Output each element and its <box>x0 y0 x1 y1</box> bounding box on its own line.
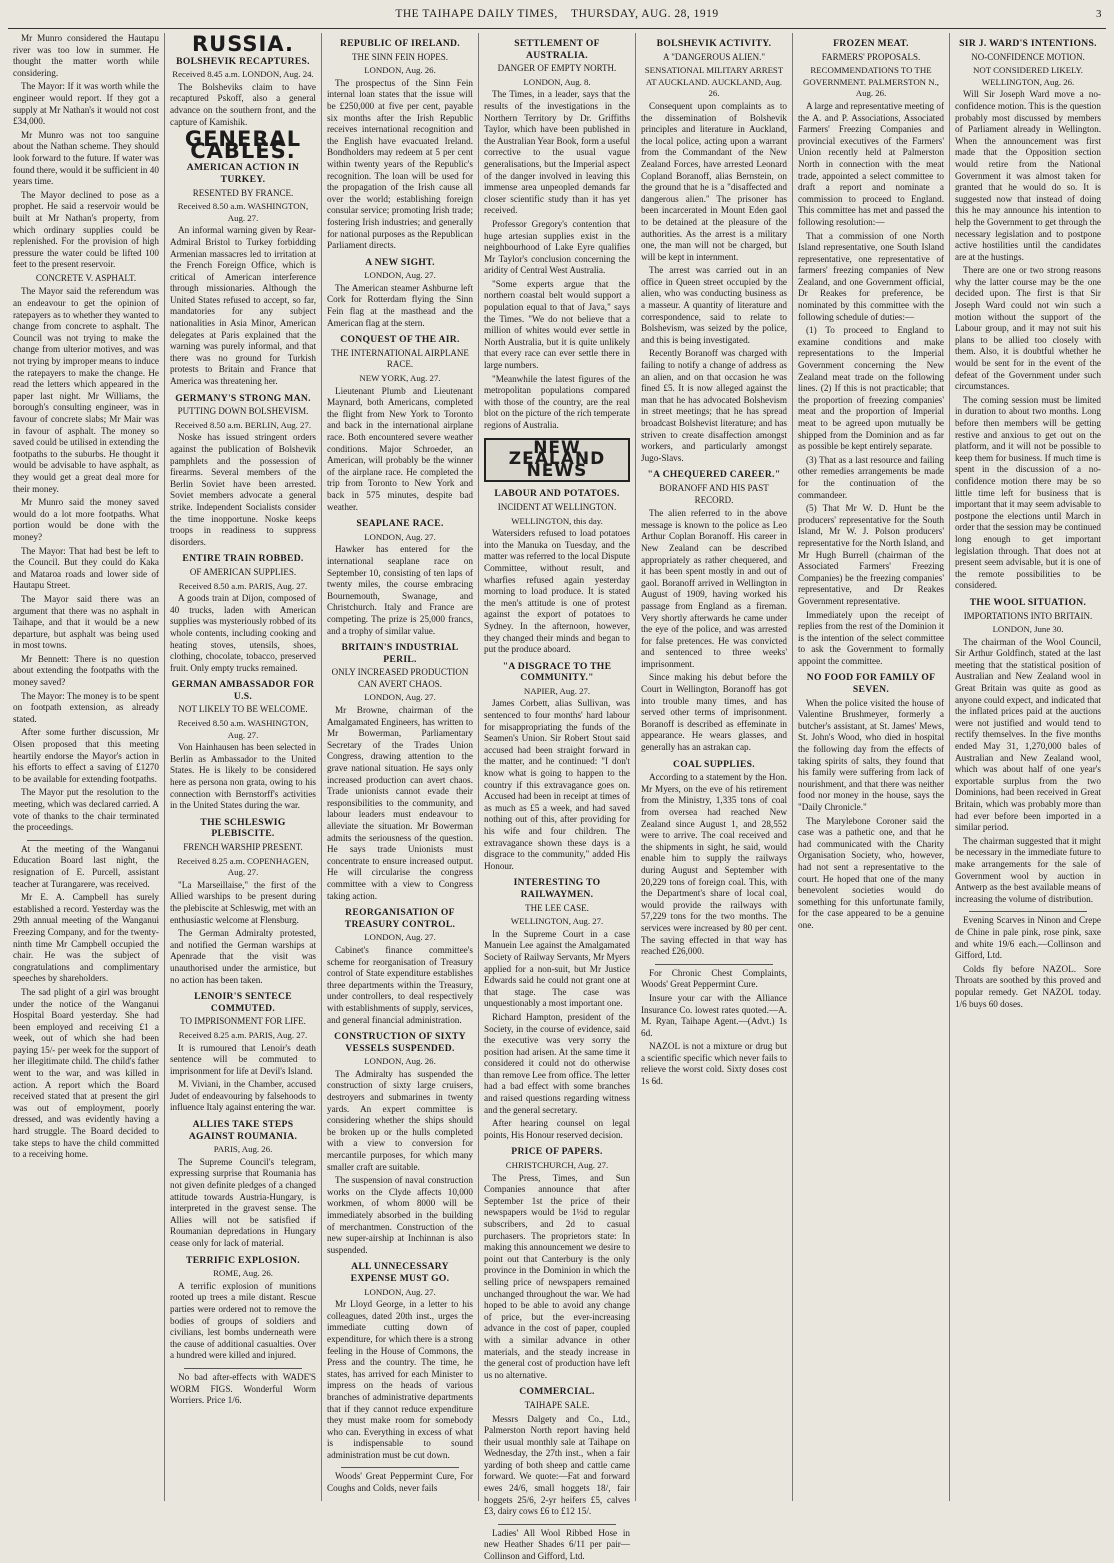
article <box>170 1368 316 1407</box>
article-headline: "A DISGRACE TO THE COMMUNITY." <box>502 660 612 684</box>
article-paragraph: Lieutenant Plumb and Lieutenant Maynard, both Americans, completed the flight from New York to Toronto and back in the international airplane race. Both encountered severe weather conditions. Major Schroeder, an American, will probably be the winner of the airplane race. He completed the trip from Toronto to New York and back in 575 minutes, despite bad weather. <box>327 385 473 512</box>
article <box>170 32 316 128</box>
article-dateline: LONDON, Aug. 8. <box>523 76 591 87</box>
article-paragraph: The alien referred to in the above message is known to the police as Leo Arthur Coplan Boranoff. His career in New Zealand can be described appropriately as rather chequered, and it has been spent mostly in and out of gaol. Boranoff arrived in Wellington in August of 1909, having worked his passage from England as a fireman. Very shortly afterwards he came under the eye of the police, and was arrested for false pretences. He was convicted and sentenced to three weeks' imprisonment. <box>641 508 787 669</box>
article-paragraph: Since making his debut before the Court in Wellington, Boranoff has got into trouble many times, and has served other terms of imprisonment. Boranoff is described as effeminate in appearance. He wears glasses, and generally has an astrakan cap. <box>641 672 787 753</box>
article-paragraph: Messrs Dalgety and Co., Ltd., Palmerston North report having held their usual monthly sale at Taihape on Wednesday, the 27th inst., when a fair yarding of both sheep and cattle came forward. We quote:—Fat and forward ewes 24/6, small hoggets 18/, fair hoggets 25/6, 2-yr heifers £5, calves £3, dairy cows £6 to £12 15/. <box>484 1413 630 1517</box>
section-banner: RUSSIA. <box>192 32 294 56</box>
article-paragraph: There are one or two strong reasons why the latter course may be the one decided upon. The first is that Sir Joseph Ward could not win such a motion without the support of the Labour group, and it may not suit his plans to be allied too closely with them. Also, it is doubtful whether he would be sent for in the event of the defeat of the Government under such circumstances. <box>955 265 1101 392</box>
article <box>484 1146 630 1381</box>
article-paragraph: An informal warning given by Rear-Admiral Bristol to Turkey forbidding Armenian massacres led to irritation at the French Foreign Office, which is critical of American interference through missionaries. Although the United States refused to accept, so far, mandatories for any subject nationalities in Asia Minor, American delegates at Paris explained that the warning was purely informal, and that there was no ground for Turkish protests to Britain and France that America was threatening her. <box>170 225 316 387</box>
article-headline: A NEW SIGHT. <box>365 256 435 268</box>
article-paragraph: Mr Browne, chairman of the Amalgamated Engineers, has written to Mr Bowerman, Parliamentary Secretary of the Trades Union Congress, drawing attention to the grave national situation. He says only increased production can avert chaos. Trade unionists cannot evade their responsibilities to the community, and labour leaders must endeavour to alleviate the situation. Mr Bowerman admits the seriousness of the question. He says trade Unionists must concentrate to ensure increased output. He will circularise the congress committee with a view to Congress taking action. <box>327 705 473 901</box>
article-headline: INTERESTING TO RAILWAYMEN. <box>513 877 601 900</box>
article-dateline: NOT CONSIDERED LIKELY. WELLINGTON, Aug. 26. <box>973 65 1083 87</box>
article <box>327 1467 473 1494</box>
article-paragraph: The sad plight of a girl was brought under the notice of the Wanganui Hospital Board yesterday. She had been employed and receiving £1 a week, out of which she had been paying 15/- per week for the support of her illegitimate child. The child's father went to the war, and was killed in action. A report which the Board received stated that at present the girl was out of employment, poorly dressed, and was evidently having a hard struggle. The Board decided to take steps to have the child committed to a receiving home. <box>13 986 159 1160</box>
column-divider-rule <box>184 1368 302 1369</box>
column-4 <box>479 33 636 1562</box>
article-subheadline: TAIHAPE SALE. <box>524 1399 590 1410</box>
article-paragraph: Mr Lloyd George, in a letter to his colleagues, dated 20th inst., urges the immediate cutting down of expenditure, for which there is a strong feeling in the House of Commons, the Press and the country. The time, he states, has arrived for each Minister to impress on the heads of various branches of administrative departments that if they cannot reduce expenditure they must make room for somebody who can. Everything in excess of what is indispensable to sound administration must be cut down. <box>327 1299 473 1460</box>
article <box>955 38 1101 592</box>
article-subheadline: IMPORTATIONS INTO BRITAIN. <box>963 610 1093 621</box>
article-paragraph: Watersiders refused to load potatoes into the Manuka on Tuesday, and the matter was referred to the local Dispute Committee, without result, and wharfies refused again yesterday morning to load produce. It is stated the men's attitude is one of protest against the export of potatoes to Sydney. In the afternoon, however, they changed their minds and began to put the produce aboard. <box>484 528 630 655</box>
article <box>641 759 787 958</box>
article-paragraph: Cabinet's finance committee's scheme for reorganisation of Treasury control of State expenditure establishes three departments within the Treasury, under controllers, to deal respectively with establishments of supply, services, and general financial administration. <box>327 944 473 1025</box>
article-paragraph: (5) That Mr W. D. Hunt be the producers' representative for the South Island, Mr W. J. Polson producers' representative for the North Island, and Mr Hugh Burrell (chairman of the Associated Farmers' Freezing Companies) be the freezing companies' representative, and Dr Reakes Government representative. <box>798 503 944 606</box>
section-banner: GENERAL CABLES. <box>184 127 302 163</box>
article <box>327 1261 473 1461</box>
article-dateline: WELLINGTON, Aug. 27. <box>510 916 604 927</box>
column-divider-rule <box>655 964 773 965</box>
column-divider-rule <box>498 1524 616 1525</box>
article-headline: COAL SUPPLIES. <box>672 758 756 770</box>
article-subheadline: NOT LIKELY TO BE WELCOME. <box>178 704 308 715</box>
article-paragraph: (1) To proceed to England to examine conditions and make representations to the Imperial Government concerning the New Zealand meat trade on the following lines. (2) If this is not practicable; that the proportion of freezing companies' meat and the proportion of Imperial meat to be agreed upon mutually be shipped from the Dominion and as far as possible be kept entirely separate. <box>798 325 944 452</box>
article <box>484 661 630 873</box>
masthead <box>8 8 1106 29</box>
article-headline: AMERICAN ACTION IN TURKEY. <box>186 162 300 185</box>
article-dateline: Received 8.45 a.m. LONDON, Aug. 24. <box>172 69 314 80</box>
article <box>170 679 316 812</box>
article-headline: ALL UNNECESSARY EXPENSE MUST GO. <box>350 1261 450 1284</box>
article-subheadline: TO IMPRISONMENT FOR LIFE. <box>180 1016 306 1027</box>
article-headline: CONQUEST OF THE AIR. <box>340 334 460 346</box>
article-paragraph: M. Viviani, in the Chamber, accused Judet of endeavouring by falsehoods to influence Italy against entering the war. <box>170 1079 316 1113</box>
column-divider-rule <box>341 1467 459 1468</box>
column-7 <box>950 33 1106 1501</box>
article-paragraph: Woods' Great Peppermint Cure, For Coughs and Colds, never fails <box>327 1471 473 1494</box>
article-headline: SETTLEMENT OF AUSTRALIA. <box>514 38 600 61</box>
article <box>170 1119 316 1250</box>
section-banner: NEW ZEALAND NEWS <box>484 438 630 483</box>
article-dateline: Received 8.50 a.m. WASHINGTON, Aug. 27. <box>177 201 309 223</box>
article-paragraph: Mr Munro was not too sanguine about the Nathan scheme. They should look forward to the future. If water was found there, would it be sufficient in 40 years time. <box>13 129 159 187</box>
article-paragraph: The Mayor: The money is to be spent on footpath extension, as already stated. <box>13 690 159 724</box>
article-paragraph: The Marylebone Coroner said the case was a pathetic one, and that he had communicated with the Charity Organisation Society, who, however, had not sent a representative to the court. He hoped that one of the many benevolent societies would do something for this unfortunate family, for the case appeared to be a genuine one. <box>798 815 944 930</box>
article-headline: COMMERCIAL. <box>519 1386 595 1398</box>
article-paragraph: Recently Boranoff was charged with failing to notify a change of address as an alien, and on that occasion he was fined £5. It is now alleged against the man that he has advocated Bolshevism in street meetings; that he has spread broadcast Bolshevist literature; and has striven to create disaffection amongst workers, and particularly amongst Jugo-Slavs. <box>641 348 787 463</box>
article <box>641 38 787 464</box>
column-container <box>8 32 1106 1562</box>
article-dateline: Received 8.25 a.m. PARIS, Aug. 27. <box>178 1029 308 1040</box>
article-dateline: LONDON, Aug. 27. <box>364 932 436 943</box>
article <box>327 257 473 330</box>
article-paragraph: It is rumoured that Lenoir's death sentence will be commuted to imprisonment for life at Devil's Island. <box>170 1042 316 1076</box>
column-6 <box>793 33 950 1501</box>
article-paragraph: The prospectus of the Sinn Fein internal loan states that the issue will be £250,000 at five per cent, payable six months after the Irish Republic receives international recognition and the English have evacuated Ireland. Bondholders may redeem at 5 per cent within twenty years of the Republic's recognition. The loan will be used for the propagation of the Irish cause all over the world; establishing foreign consular service; promoting Irish trade; fostering Irish industries; and generally for national purposes as the Republican Parliament directs. <box>327 77 473 251</box>
article-headline: TERRIFIC EXPLOSION. <box>186 1254 300 1266</box>
article <box>170 393 316 549</box>
article <box>170 127 316 387</box>
article-paragraph: That a commission of one North Island representative, one South Island representative, one representative of farmers' freezing companies of New Zealand, and one Government official, Dr Reakes for preference, be nominated by this committee with the following schedule of duties:— <box>798 230 944 322</box>
article-paragraph: Colds fly before NAZOL. Sore Throats are soothed by this proved and popular remedy. Get NAZOL today. 1/6 buys 60 doses. <box>955 963 1101 1009</box>
article <box>484 1386 630 1518</box>
article-paragraph: A goods train at Dijon, composed of 40 trucks, laden with American supplies was mysteriously robbed of its whole contents, including cooking and heating stoves, utensils, shoes, clothing, chocolate, tobacco, preserved fruit. Only empty trucks remained. <box>170 593 316 673</box>
article <box>170 1255 316 1362</box>
article-dateline: LONDON, Aug. 27. <box>364 531 436 542</box>
article-paragraph: "Some experts argue that the northern coastal belt would support a population equal to that of Java," says the Times. "We do not believe that a million of whites would ever settle in North Australia, but it is quite unlikely that every race can ever settle there in large numbers. <box>484 278 630 371</box>
article-paragraph: In the Supreme Court in a case Manuein Lee against the Amalgamated Society of Railway Servants, Mr Myers applied for a non-suit, but Mr Justice Edwards said he could not grant one at that stage. The case was unquestionably a most important one. <box>484 928 630 1009</box>
article-paragraph: Mr E. A. Campbell has surely established a record. Yesterday was the 29th annual meeting of the Wanganui Freezing Company, and for the twenty-ninth time Mr Campbell occupied the chair. He was the subject of congratulations and complimentary speeches by shareholders. <box>13 892 159 984</box>
article-subheadline: CONCRETE V. ASPHALT. <box>35 272 137 283</box>
article-dateline: CHRISTCHURCH, Aug. 27. <box>505 1160 609 1171</box>
article-paragraph: A large and representative meeting of the A. and P. Associations, Associated Farmers' Freezing Companies and provincial executives of the Farmers' Union recently held at Palmerston North in connection with the meat trade, appointed a select committee to draft a report and nominate a commission to proceed to England. This committee has met and passed the following resolution:— <box>798 100 944 227</box>
article-paragraph: After some further discussion, Mr Olsen proposed that this meeting heartily endorse the Mayor's action in his efforts to effect a saving of £1270 to be available for extending footpaths. <box>13 727 159 784</box>
article-paragraph: The chairman suggested that it might be necessary in the immediate future to make arrangements for the sale of Government wool by auction in Antwerp as the best available means of increasing the volume of distribution. <box>955 835 1101 904</box>
article-subheadline: FARMERS' PROPOSALS. <box>821 51 921 62</box>
article-dateline: Received 8.50 a.m. WASHINGTON, Aug. 27. <box>177 718 309 740</box>
article-subheadline: RESENTED BY FRANCE. <box>192 187 294 198</box>
column-5 <box>636 33 793 1501</box>
article-paragraph: The chairman of the Wool Council, Sir Arthur Goldfinch, stated at the last meeting that the statistical position of Australian and New Zealand wool in Great Britain was quite as good as anyone could expect, and indicated that the inflated prices paid at the auctions were not justified and would tend to rectify themselves. In the five months ended May 31, 1,270,000 bales of Australian and New Zealand wool, which was about half of one year's exportable surplus from the two Dominions, had been received in Great Britain, which was probably more than had ever before been imported in a similar period. <box>955 636 1101 833</box>
article-subheadline: ONLY INCREASED PRODUCTION CAN AVERT CHAOS. <box>331 667 469 689</box>
article-paragraph: The arrest was carried out in an office in Queen street occupied by the alien, who was conducting business as a masseur. A quantity of literature and correspondence, said to relate to Bolshevism, was seized by the police, and this is being investigated. <box>641 265 787 345</box>
article <box>641 469 787 753</box>
article-paragraph: The Times, in a leader, says that the results of the investigations in the Northern Territory by Dr. Griffiths Taylor, which have been published in the Australian Year Book, form a useful corrective to the usual vague generalisations, but the Imperial aspect of the danger involved in leaving this immense area unpeopled demands far closer scientific study than it has yet received. <box>484 89 630 216</box>
masthead-title: THE TAIHAPE DAILY TIMES, <box>395 8 558 20</box>
column-divider-rule <box>969 911 1087 912</box>
article-subheadline: THE SINN FEIN HOPES. <box>351 51 448 62</box>
article <box>327 907 473 1026</box>
article <box>327 334 473 513</box>
column-3 <box>322 33 479 1501</box>
article-paragraph: A terrific explosion of munitions rooted up trees a mile distant. Rescue parties were ordered not to remove the bodies of groups of soldiers and civilians, lest bombs underneath were the cause of additional casualties. Over a hundred were killed and injured. <box>170 1280 316 1361</box>
article <box>13 840 159 1161</box>
article-subheadline: DANGER OF EMPTY NORTH. <box>497 63 617 74</box>
article-paragraph: Von Hainhausen has been selected in Berlin as Ambassador to the United States. He is likely to be considered here as persona non grata, owing to his connection with Bernstorff's activities in the United States during the war. <box>170 742 316 811</box>
article-subheadline: FRENCH WARSHIP PRESENT. <box>183 842 303 852</box>
article-dateline: NAPIER, Aug. 27. <box>523 685 591 696</box>
article <box>641 964 787 1088</box>
column-divider-rule <box>27 840 145 841</box>
article-dateline: LONDON, Aug. 26. <box>364 65 436 76</box>
article <box>484 877 630 1141</box>
article-paragraph: "Meanwhile the latest figures of the metropolitan populations compared with those of the country, are the real blot on the picture of the rich temperate regions of Australia. <box>484 373 630 430</box>
article-headline: FROZEN MEAT. <box>833 38 909 49</box>
article-paragraph: The German Admiralty protested, and notified the German warships at Apenrade that the visit was unauthorised under the armistice, but no action has been taken. <box>170 928 316 985</box>
article-dateline: WELLINGTON, this day. <box>511 515 603 526</box>
article-paragraph: The Supreme Council's telegram, expressing surprise that Roumania has not given definite pledges of a changed attitude towards Austria-Hungary, is interpreted in the gravest sense. The Allies will not be satisfied if Roumanian depredations in Hungary cease only for lack of material. <box>170 1156 316 1248</box>
article-dateline: ROME, Aug. 26. <box>213 1268 273 1279</box>
article <box>327 642 473 902</box>
article-paragraph: Noske has issued stringent orders against the publication of Bolshevik pamphlets and the possession of firearms. Several members of the Berlin Soviet have been arrested. Soviet members advocate a general strike. Independent Socialists consider the time inopportune. Noske keeps troops in readiness to suppress disorders. <box>170 432 316 547</box>
article-paragraph: The Mayor put the resolution to the meeting, which was declared carried. A vote of thanks to the chair terminated the proceedings. <box>13 787 159 833</box>
article-headline: CONSTRUCTION OF SIXTY VESSELS SUSPENDED. <box>334 1031 466 1054</box>
article-paragraph: At the meeting of the Wanganui Education Board last night, the resignation of E. Purcell, assistant teacher at Turangarere, was received. <box>13 843 159 889</box>
article-dateline: NEW YORK, Aug. 27. <box>359 373 441 384</box>
article-paragraph: "La Marseillaise," the first of the Allied warships to be present during the plebiscite at Schleswig, met with an enthusiastic welcome at Flensburg. <box>170 879 316 925</box>
article-headline: GERMANY'S STRONG MAN. <box>175 392 311 404</box>
article-dateline: Received 8.50 a.m. PARIS, Aug. 27. <box>178 580 308 591</box>
article-paragraph: The Mayor said the referendum was an endeavour to get the opinion of ratepayers as to whether they wanted to change from concrete to asphalt. The Council was not trying to make the change from ulterior motives, and was not trying by improper means to induce the ratepayers to make the change. He read the letters which appeared in the paper last night. Mr Williams, the borough's consulting engineer, was in favour of concrete slabs; Mr Mair was in favour of asphalt. The money so saved could be utilised in extending the footpaths to the suburbs. He thought it would be advisable to have asphalt, as they would get a great deal more for their money. <box>13 286 159 494</box>
article-paragraph: Professor Gregory's contention that huge artesian supplies exist in the neighbourhood of Lake Eyre qualifies Mr Taylor's conclusion concerning the aridity of Central West Australia. <box>484 218 630 276</box>
article-headline: SEAPLANE RACE. <box>356 518 444 530</box>
article-headline: NO FOOD FOR FAMILY OF SEVEN. <box>806 672 936 696</box>
article <box>327 1031 473 1256</box>
article-dateline: SENSATIONAL MILITARY ARREST AT AUCKLAND. AUCKLAND, Aug. 26. <box>644 65 784 99</box>
article-headline: "A CHEQUERED CAREER." <box>647 469 781 481</box>
article <box>798 672 944 931</box>
article-paragraph: James Corbett, alias Sullivan, was sentenced to four months' hard labour for misappropriating the funds of the Seamen's Union. Sir Robert Stout said accused had been straight forward in the matter, and he continued: "I don't know what is going to happen to the country if this extravagance goes on. Accused had been in receipt at times of as much as £5 a week, and had saved nothing out of this, after providing for his wife and four children. The extravagance shown these days is a disgrace to the community," added His Honour. <box>484 698 630 871</box>
article-paragraph: Mr Munro said the money saved would do a lot more footpaths. What portion would be done with the money? <box>13 497 159 542</box>
article-headline: PRICE OF PAPERS. <box>511 1146 603 1158</box>
column-2 <box>165 33 322 1501</box>
article-paragraph: The suspension of naval construction works on the Clyde affects 10,000 workmen, of whom 8000 will be immediately absorbed in the building of merchantmen. Construction of the new super-airship at Inchinnan is also suspended. <box>327 1175 473 1255</box>
article <box>327 518 473 637</box>
article-headline: THE SCHLESWIG PLEBISCITE. <box>200 816 286 840</box>
article-paragraph: Will Sir Joseph Ward move a no-confidence motion. This is the question probably most discussed by members of Parliament already in Wellington. When the announcement was first made that the Opposition section would retire from the National Government it was almost taken for granted that he would do so. It is suggested now that instead of doing this he may announce his intention to help the Government to get through the necessary legislation and to postpone active hostilities until the candidates are at the hustings. <box>955 89 1101 262</box>
article-dateline: LONDON, Aug. 27. <box>364 270 436 281</box>
article-subheadline: A "DANGEROUS ALIEN." <box>662 51 766 62</box>
article-paragraph: Immediately upon the receipt of replies from the rest of the Dominion it is the intention of the select committee to ask the Government to formally appoint the committee. <box>798 609 944 666</box>
article-paragraph: (3) That as a last resource and failing other remedies arrangements be made for the continuation of the commandeer. <box>798 454 944 500</box>
article-headline: BRITAIN'S INDUSTRIAL PERIL. <box>341 642 459 665</box>
article-paragraph: When the police visited the house of Valentine Brushmeyer, formerly a butcher's assistant, at St. James' Mews, St. John's Wood, who died in hospital the following day from the effects of taking spirits of salts, they found that his family were suffering from lack of nourishment, and that there was neither food nor money in the house, says the "Daily Chronicle." <box>798 697 944 812</box>
article-paragraph: Consequent upon complaints as to the dissemination of Bolshevik principles and literature in Auckland, the local police, acting upon a warrant from the Commandant of the New Zealand Forces, have arrested Leonard Copland Boranoff, alias Bernstein, on the ground that he is a "disaffected and dangerous alien." The prisoner has been incarcerated in Mount Eden gaol to be detained at the pleasure of the authorities. As the arrest is a military one, the man will not be charged, but will be kept in internment. <box>641 100 787 262</box>
article-headline: SIR J. WARD'S INTENTIONS. <box>959 38 1097 49</box>
page-number: 3 <box>1096 8 1102 20</box>
article-paragraph: Evening Scarves in Ninon and Crepe de Chine in pale pink, rose pink, saxe and white 19/6 each.—Collinson and Gifford, Ltd. <box>955 915 1101 961</box>
article-paragraph: The Admiralty has suspended the construction of sixty large cruisers, destroyers and submarines in twenty yards. An expert committee is considering whether the ships should be broken up or the hulls completed with a view to conversion for mercantile purposes, for which many smaller craft are suitable. <box>327 1068 473 1172</box>
article-paragraph: The Bolsheviks claim to have recaptured Pskoff, also a general advance on the southern front, and the capture of Kamishik. <box>170 81 316 127</box>
article-paragraph: Insure your car with the Alliance Insurance Co. lowest rates quoted.—A. M. Ryan, Taihape Agent.—(Advt.) 1s 6d. <box>641 992 787 1038</box>
article-paragraph: Mr Bennett: There is no question about extending the footpaths with the money saved? <box>13 653 159 688</box>
article <box>955 911 1101 1010</box>
article <box>955 597 1101 905</box>
article-paragraph: The Mayor: That had best be left to the Council. But they could do Kaka and Mataroa roads and lower side of Hautapu Street. <box>13 545 159 591</box>
article-headline: LENOIR'S SENTECE COMMUTED. <box>194 991 292 1014</box>
article-subheadline: PUTTING DOWN BOLSHEVISM. <box>177 406 309 417</box>
article-dateline: RECOMMENDATIONS TO THE GOVERNMENT. PALMERSTON N., Aug. 26. <box>803 65 939 99</box>
article-paragraph: After hearing counsel on legal points, His Honour reserved decision. <box>484 1118 630 1140</box>
article-headline: ALLIES TAKE STEPS AGAINST ROUMANIA. <box>188 1119 298 1142</box>
article-headline: REPUBLIC OF IRELAND. <box>340 38 460 49</box>
article-paragraph: Richard Hampton, president of the Society, in the course of evidence, said the executive was very sorry the position had arisen. At the same time it considered it could not do otherwise than remove Lee from office. The letter had a bad effect with some branches and raised questions regarding witness and the general secretary. <box>484 1011 630 1115</box>
article-headline: BOLSHEVIK ACTIVITY. <box>656 38 772 49</box>
article-subheadline: THE INTERNATIONAL AIRPLANE RACE. <box>331 347 469 370</box>
article-paragraph: Mr Munro considered the Hautapu river was too low in summer. He thought the matter worth while considering. <box>13 33 159 78</box>
article-headline: ENTIRE TRAIN ROBBED. <box>182 553 304 565</box>
article-headline: GERMAN AMBASSADOR FOR U.S. <box>171 679 315 702</box>
article <box>13 273 159 834</box>
article-paragraph: Hawker has entered for the international seaplane race on September 10, consisting of ten laps of twenty miles, the course embracing Bournemouth, Swanage, and Christchurch. Italy and France are competing. The prize is 25,000 francs, and a trophy of similar value. <box>327 544 473 636</box>
article-dateline: LONDON, Aug. 27. <box>364 1286 436 1297</box>
article-subheadline: NO-CONFIDENCE MOTION. <box>971 51 1085 62</box>
article <box>798 38 944 667</box>
article-paragraph: The American steamer Ashburne left Cork for Rotterdam flying the Sinn Fein flag at the masthead and the American flag at the stern. <box>327 282 473 328</box>
article-dateline: LONDON, Aug. 27. <box>364 692 436 703</box>
article-headline: BOLSHEVIK RECAPTURES. <box>176 55 310 67</box>
article <box>484 438 630 656</box>
article-headline: THE WOOL SITUATION. <box>969 596 1087 608</box>
article-subheadline: BORANOFF AND HIS PAST RECORD. <box>659 482 769 505</box>
article <box>484 1524 630 1563</box>
article-subheadline: INCIDENT AT WELLINGTON. <box>497 501 617 512</box>
column-1 <box>8 33 165 1501</box>
masthead-date: THURSDAY, AUG. 28, 1919 <box>571 8 719 20</box>
article-dateline: LONDON, Aug. 26. <box>364 1056 436 1067</box>
article-subheadline: OF AMERICAN SUPPLIES. <box>189 566 297 577</box>
article-dateline: Received 8.25 a.m. COPENHAGEN, Aug. 27. <box>177 855 309 878</box>
article <box>13 33 159 271</box>
article-dateline: PARIS, Aug. 26. <box>213 1144 273 1155</box>
article <box>484 38 630 432</box>
article-paragraph: Ladies' All Wool Ribbed Hose in new Heather Shades 6/11 per pair—Collinson and Gifford, Ltd. <box>484 1527 630 1562</box>
article-paragraph: According to a statement by the Hon. Mr Myers, on the eve of his retirement from the Ministry, 1,335 tons of coal from oversea had reached New Zealand since August 1, and 28,552 were to arrive. The coal received and the shipments in sight, he said, would enable him to supply the railways during August and September with 20,229 tons of foreign coal. This, with the Department's share of local coal, would provide the railways with 57,229 tons for the two months. The services were increased by 80 per cent. The saving effected in that way has reached £26,000. <box>641 772 787 957</box>
article-paragraph: NAZOL is not a mixture or drug but a scientific specific which never fails to relieve the worst cold. Sixty doses cost 1s 6d. <box>641 1041 787 1087</box>
article <box>170 817 316 986</box>
article-paragraph: The Mayor said there was an argument that there was no asphalt in Taihape, and that it would be a new departure, but asphalt was being used in most towns. <box>13 593 159 651</box>
article <box>170 553 316 674</box>
article-dateline: LONDON, June 30. <box>992 624 1064 635</box>
article-paragraph: No bad after-effects with WADE'S WORM FIGS. Wonderful Worm Worriers. Price 1/6. <box>170 1371 316 1406</box>
article-paragraph: The Press, Times, and Sun Companies announce that after September 1st the price of their newspapers would be 1½d to regular subscribers, and 2d to casual purchasers. The proprietors state: In making this announcement we desire to point out that Canterbury is the only province in the Dominion in which the selling price of newspapers remained unchanged throughout the war. We had hoped to be able to avoid any change of price, but the ever-increasing advance in the cost of paper, coupled with a similar advance in other materials, and the steady increase in the general cost of production have left us no alternative. <box>484 1172 630 1380</box>
article-headline: REORGANISATION OF TREASURY CONTROL. <box>344 907 456 930</box>
article <box>327 38 473 252</box>
article-paragraph: The coming session must be limited in duration to about two months. Long before then members will be getting restive and anxious to get out on the platform, and it will not be possible to keep them for business. If much time is spent in the discussion of a no-confidence motion there may be so little time left for business that is important that it may seem advisable to postpone the elections until March in order that the session may be continued long enough to get important legislation through. That does not at present seem advisable, but it is one of the remote possibilities to be considered. <box>955 394 1101 591</box>
article-subheadline: THE LEE CASE. <box>525 902 589 913</box>
article-headline: LABOUR AND POTATOES. <box>494 488 620 500</box>
article-paragraph: For Chronic Chest Complaints, Woods' Great Peppermint Cure. <box>641 967 787 990</box>
article-paragraph: The Mayor declined to pose as a prophet. He said a reservoir would be built at Mr Nathan's property, from which ordinary supplies could be replenished. For the provision of high pressure the water could be lifted 100 feet to the present reservoir. <box>13 189 159 270</box>
article-paragraph: The Mayor: If it was worth while the engineer would report. If they got a supply at Mr Nathan's it would not cost £34,000. <box>13 81 159 127</box>
article-dateline: Received 8.50 a.m. BERLIN, Aug. 27. <box>174 419 312 430</box>
article <box>170 991 316 1114</box>
